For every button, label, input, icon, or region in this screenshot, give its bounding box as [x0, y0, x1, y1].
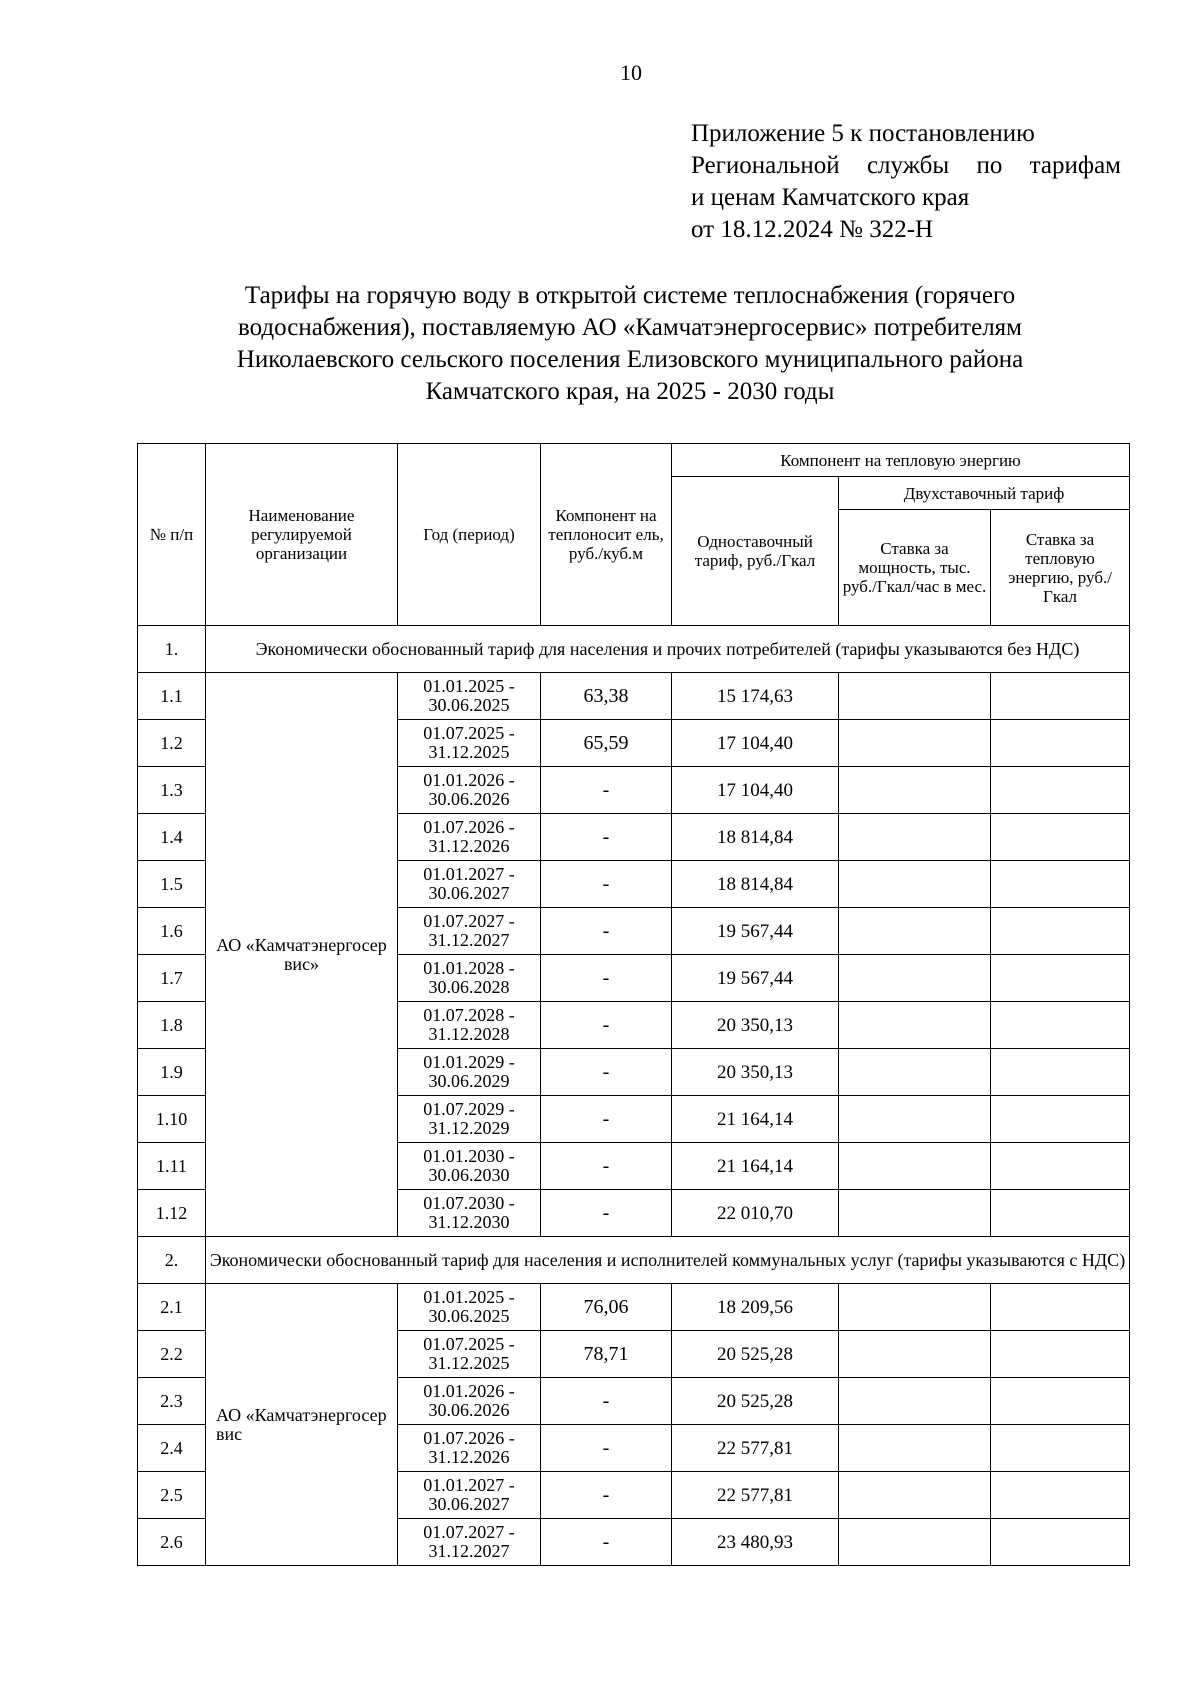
- header-energy-group: Компонент на тепловую энергию: [672, 444, 1130, 477]
- single-rate-cell: 22 010,70: [672, 1190, 839, 1237]
- capacity-rate-cell: [839, 1425, 991, 1472]
- carrier-component-cell: -: [541, 1519, 672, 1566]
- energy-rate-cell: [991, 1425, 1130, 1472]
- appendix-note: [691, 118, 1121, 246]
- energy-rate-cell: [991, 814, 1130, 861]
- period-cell: 01.07.2030 - 31.12.2030: [398, 1190, 541, 1237]
- row-number: 2.6: [138, 1519, 206, 1566]
- capacity-rate-cell: [839, 1049, 991, 1096]
- header-two-rate-group: Двухставочный тариф: [839, 477, 1130, 510]
- carrier-component-cell: -: [541, 814, 672, 861]
- row-number: 2.5: [138, 1472, 206, 1519]
- title-line: Камчатского края, на 2025 - 2030 годы: [425, 378, 835, 405]
- energy-rate-cell: [991, 1378, 1130, 1425]
- single-rate-cell: 15 174,63: [672, 673, 839, 720]
- capacity-rate-cell: [839, 1472, 991, 1519]
- period-cell: 01.07.2026 - 31.12.2026: [398, 814, 541, 861]
- carrier-component-cell: -: [541, 767, 672, 814]
- carrier-component-cell: -: [541, 1190, 672, 1237]
- capacity-rate-cell: [839, 955, 991, 1002]
- section-number: 2.: [138, 1237, 206, 1284]
- period-cell: 01.01.2028 - 30.06.2028: [398, 955, 541, 1002]
- energy-rate-cell: [991, 1519, 1130, 1566]
- capacity-rate-cell: [839, 1002, 991, 1049]
- row-number: 1.4: [138, 814, 206, 861]
- single-rate-cell: 21 164,14: [672, 1143, 839, 1190]
- row-number: 1.10: [138, 1096, 206, 1143]
- organization-name: АО «Камчатэнергосер вис: [206, 1284, 398, 1566]
- energy-rate-cell: [991, 1472, 1130, 1519]
- title-line: Николаевского сельского поселения Елизовского муниципального района: [236, 346, 1024, 373]
- header-num: № п/п: [138, 444, 206, 626]
- capacity-rate-cell: [839, 1284, 991, 1331]
- energy-rate-cell: [991, 1190, 1130, 1237]
- period-cell: 01.01.2027 - 30.06.2027: [398, 1472, 541, 1519]
- page-number: 10: [620, 60, 642, 85]
- single-rate-cell: 22 577,81: [672, 1425, 839, 1472]
- period-cell: 01.01.2025 - 30.06.2025: [398, 673, 541, 720]
- header-single-rate: Одноставочный тариф, руб./Гкал: [672, 477, 839, 626]
- section-title: Экономически обоснованный тариф для населения и исполнителей коммунальных услуг (тарифы указываются с НДС): [206, 1237, 1130, 1284]
- single-rate-cell: 19 567,44: [672, 955, 839, 1002]
- single-rate-cell: 22 577,81: [672, 1472, 839, 1519]
- period-cell: 01.01.2026 - 30.06.2026: [398, 1378, 541, 1425]
- single-rate-cell: 18 209,56: [672, 1284, 839, 1331]
- carrier-component-cell: 78,71: [541, 1331, 672, 1378]
- carrier-component-cell: -: [541, 908, 672, 955]
- single-rate-cell: 18 814,84: [672, 861, 839, 908]
- header-org: Наименование регулируемой организации: [206, 444, 398, 626]
- energy-rate-cell: [991, 1096, 1130, 1143]
- single-rate-cell: 17 104,40: [672, 767, 839, 814]
- capacity-rate-cell: [839, 1143, 991, 1190]
- row-number: 1.5: [138, 861, 206, 908]
- table-row: [138, 673, 1130, 720]
- energy-rate-cell: [991, 1284, 1130, 1331]
- energy-rate-cell: [991, 1002, 1130, 1049]
- carrier-component-cell: -: [541, 955, 672, 1002]
- period-cell: 01.01.2026 - 30.06.2026: [398, 767, 541, 814]
- capacity-rate-cell: [839, 861, 991, 908]
- header-capacity-rate: Ставка за мощность, тыс. руб./Гкал/час в мес.: [839, 510, 991, 626]
- capacity-rate-cell: [839, 1096, 991, 1143]
- header-energy-rate: Ставка за тепловую энергию, руб./Гкал: [991, 510, 1130, 626]
- capacity-rate-cell: [839, 908, 991, 955]
- single-rate-cell: 23 480,93: [672, 1519, 839, 1566]
- capacity-rate-cell: [839, 1190, 991, 1237]
- capacity-rate-cell: [839, 1519, 991, 1566]
- carrier-component-cell: -: [541, 861, 672, 908]
- single-rate-cell: 20 350,13: [672, 1002, 839, 1049]
- period-cell: 01.01.2029 - 30.06.2029: [398, 1049, 541, 1096]
- section-row: [138, 1237, 1130, 1284]
- carrier-component-cell: -: [541, 1143, 672, 1190]
- single-rate-cell: 17 104,40: [672, 720, 839, 767]
- energy-rate-cell: [991, 767, 1130, 814]
- appendix-line: от 18.12.2024 № 322-Н: [691, 216, 934, 243]
- single-rate-cell: 21 164,14: [672, 1096, 839, 1143]
- period-cell: 01.07.2028 - 31.12.2028: [398, 1002, 541, 1049]
- capacity-rate-cell: [839, 720, 991, 767]
- row-number: 1.1: [138, 673, 206, 720]
- energy-rate-cell: [991, 1049, 1130, 1096]
- header-period: Год (период): [398, 444, 541, 626]
- energy-rate-cell: [991, 673, 1130, 720]
- energy-rate-cell: [991, 861, 1130, 908]
- section-row: [138, 626, 1130, 673]
- carrier-component-cell: -: [541, 1378, 672, 1425]
- row-number: 1.8: [138, 1002, 206, 1049]
- carrier-component-cell: -: [541, 1002, 672, 1049]
- period-cell: 01.07.2026 - 31.12.2026: [398, 1425, 541, 1472]
- carrier-component-cell: 65,59: [541, 720, 672, 767]
- title-line: Тарифы на горячую воду в открытой системе теплоснабжения (горячего: [244, 282, 1016, 309]
- single-rate-cell: 18 814,84: [672, 814, 839, 861]
- section-number: 1.: [138, 626, 206, 673]
- capacity-rate-cell: [839, 1378, 991, 1425]
- energy-rate-cell: [991, 908, 1130, 955]
- section-title: Экономически обоснованный тариф для населения и прочих потребителей (тарифы указываются без НДС): [206, 626, 1130, 673]
- energy-rate-cell: [991, 955, 1130, 1002]
- carrier-component-cell: 76,06: [541, 1284, 672, 1331]
- period-cell: 01.07.2027 - 31.12.2027: [398, 908, 541, 955]
- appendix-line: Приложение 5 к постановлению: [691, 120, 1035, 147]
- period-cell: 01.07.2025 - 31.12.2025: [398, 720, 541, 767]
- period-cell: 01.07.2025 - 31.12.2025: [398, 1331, 541, 1378]
- row-number: 1.12: [138, 1190, 206, 1237]
- table-header: [138, 444, 1130, 626]
- carrier-component-cell: -: [541, 1096, 672, 1143]
- table-row: [138, 1284, 1130, 1331]
- row-number: 1.2: [138, 720, 206, 767]
- single-rate-cell: 20 350,13: [672, 1049, 839, 1096]
- energy-rate-cell: [991, 1143, 1130, 1190]
- capacity-rate-cell: [839, 1331, 991, 1378]
- single-rate-cell: 20 525,28: [672, 1378, 839, 1425]
- row-number: 2.2: [138, 1331, 206, 1378]
- row-number: 2.1: [138, 1284, 206, 1331]
- table-body: [138, 626, 1130, 1566]
- row-number: 1.11: [138, 1143, 206, 1190]
- energy-rate-cell: [991, 1331, 1130, 1378]
- single-rate-cell: 20 525,28: [672, 1331, 839, 1378]
- carrier-component-cell: -: [541, 1472, 672, 1519]
- period-cell: 01.01.2025 - 30.06.2025: [398, 1284, 541, 1331]
- energy-rate-cell: [991, 720, 1130, 767]
- carrier-component-cell: -: [541, 1049, 672, 1096]
- row-number: 2.3: [138, 1378, 206, 1425]
- row-number: 1.9: [138, 1049, 206, 1096]
- capacity-rate-cell: [839, 673, 991, 720]
- appendix-line: Региональной службы по тарифам: [691, 152, 1121, 179]
- period-cell: 01.01.2030 - 30.06.2030: [398, 1143, 541, 1190]
- carrier-component-cell: -: [541, 1425, 672, 1472]
- period-cell: 01.01.2027 - 30.06.2027: [398, 861, 541, 908]
- row-number: 1.6: [138, 908, 206, 955]
- period-cell: 01.07.2027 - 31.12.2027: [398, 1519, 541, 1566]
- single-rate-cell: 19 567,44: [672, 908, 839, 955]
- row-number: 1.3: [138, 767, 206, 814]
- carrier-component-cell: 63,38: [541, 673, 672, 720]
- appendix-line: и ценам Камчатского края: [691, 184, 970, 211]
- row-number: 2.4: [138, 1425, 206, 1472]
- capacity-rate-cell: [839, 814, 991, 861]
- header-carrier: Компонент на теплоносит ель, руб./куб.м: [541, 444, 672, 626]
- period-cell: 01.07.2029 - 31.12.2029: [398, 1096, 541, 1143]
- capacity-rate-cell: [839, 767, 991, 814]
- organization-name: АО «Камчатэнергосер вис»: [206, 673, 398, 1237]
- title-line: водоснабжения), поставляемую АО «Камчатэнергосервис» потребителям: [238, 314, 1022, 341]
- document-title: [150, 280, 1110, 408]
- tariff-table: [137, 443, 1130, 1566]
- row-number: 1.7: [138, 955, 206, 1002]
